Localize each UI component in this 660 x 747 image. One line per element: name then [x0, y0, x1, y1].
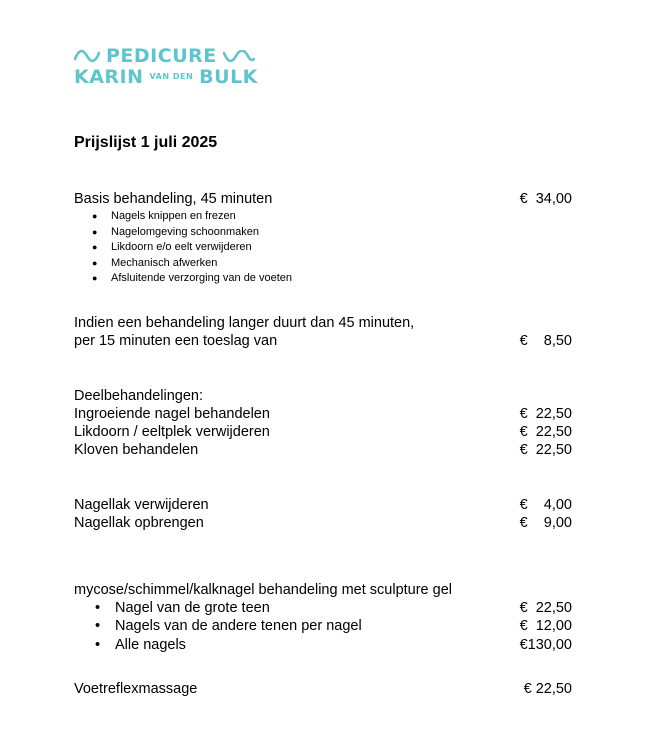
row-price: € 12,00: [519, 618, 572, 634]
list-item: ● Likdoorn e/o eelt verwijderen: [92, 240, 292, 256]
row-label: Nagellak opbrengen: [74, 515, 204, 531]
toeslag-line-1: Indien een behandeling langer duurt dan 45 minuten,: [74, 315, 415, 331]
deel-row: [74, 405, 572, 423]
row-price: € 22,50: [523, 681, 572, 697]
logo-line-2: [74, 67, 258, 87]
row-label: Ingroeiende nagel behandelen: [74, 406, 270, 422]
list-item: ● Mechanisch afwerken: [92, 256, 292, 272]
brand-logo: [74, 46, 274, 92]
row-label: Nagellak verwijderen: [74, 497, 209, 513]
basis-items-list: [92, 209, 292, 287]
row-price: € 22,50: [519, 406, 572, 422]
page-title: Prijslijst 1 juli 2025: [74, 134, 218, 151]
row-price: € 22,50: [519, 600, 572, 616]
list-item: ● Nagels knippen en frezen: [92, 209, 292, 225]
nagellak-row: [74, 496, 572, 514]
deel-row: [74, 423, 572, 441]
wave-right-icon: [223, 50, 255, 62]
logo-van-den: VAN DEN: [149, 72, 194, 81]
toeslag-label: per 15 minuten een toeslag van: [74, 333, 278, 349]
logo-karin: KARIN: [74, 66, 144, 88]
deel-row: [74, 441, 572, 459]
logo-bulk: BULK: [199, 66, 258, 88]
bullet-icon: ●: [92, 273, 98, 284]
row-price: € 22,50: [519, 442, 572, 458]
bullet-icon: ●: [92, 257, 98, 268]
row-price: € 22,50: [519, 424, 572, 440]
mycose-row: [74, 636, 572, 654]
bullet-icon: •: [95, 618, 101, 634]
bullet-icon: •: [95, 637, 101, 653]
row-label: Kloven behandelen: [74, 442, 199, 458]
row-label: Voetreflexmassage: [74, 681, 198, 697]
toeslag-row: [74, 332, 572, 350]
basis-label: Basis behandeling, 45 minuten: [74, 191, 273, 207]
bullet-icon: ●: [92, 226, 98, 237]
logo-pedicure: PEDICURE: [106, 45, 217, 67]
row-price: €130,00: [519, 637, 572, 653]
wave-left-icon: [74, 50, 100, 62]
row-price: € 4,00: [519, 497, 572, 513]
row-label: Nagels van de andere tenen per nagel: [115, 618, 362, 634]
deel-heading: Deelbehandelingen:: [74, 388, 203, 404]
row-price: € 9,00: [519, 515, 572, 531]
bullet-icon: ●: [92, 211, 98, 221]
voetreflex-row: [74, 680, 572, 698]
logo-line-1: [74, 46, 255, 66]
nagellak-row: [74, 514, 572, 532]
row-label: Nagel van de grote teen: [115, 600, 270, 616]
mycose-row: [74, 599, 572, 617]
list-item: ● Nagelomgeving schoonmaken: [92, 225, 292, 241]
toeslag-price: € 8,50: [519, 333, 572, 349]
mycose-row: [74, 617, 572, 635]
list-item: ● Afsluitende verzorging van de voeten: [92, 271, 292, 287]
basis-price: € 34,00: [519, 191, 572, 207]
mycose-heading: mycose/schimmel/kalknagel behandeling met sculpture gel: [74, 582, 452, 598]
bullet-icon: •: [95, 600, 101, 616]
row-label: Likdoorn / eeltplek verwijderen: [74, 424, 270, 440]
basis-row: [74, 190, 572, 208]
bullet-icon: ●: [92, 242, 98, 253]
row-label: Alle nagels: [115, 637, 186, 653]
